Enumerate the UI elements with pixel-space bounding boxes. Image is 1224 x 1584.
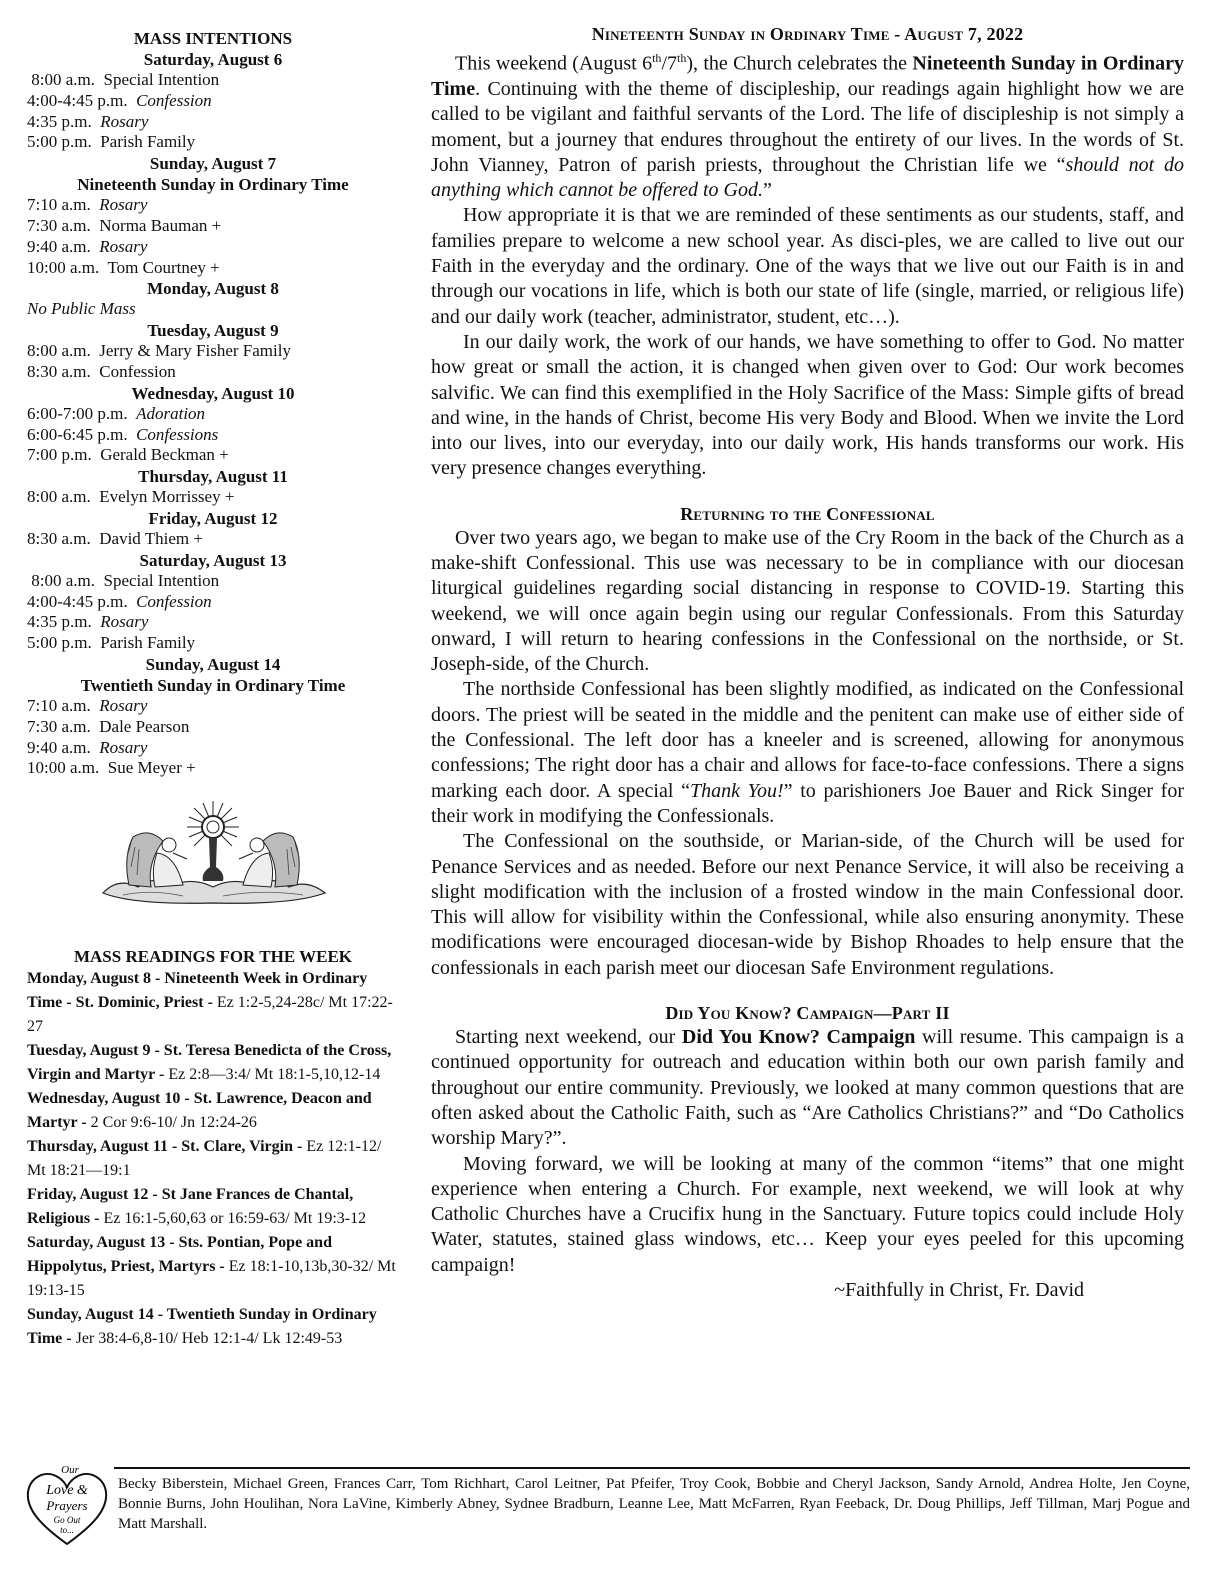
reading-refs: Ez 18:1-10,13b,30-32/ Mt 19:13-15 — [27, 1258, 396, 1299]
intention-time: 8:00 a.m. — [27, 70, 104, 89]
intention-time: 10:00 a.m. — [27, 758, 108, 778]
did-you-know-paragraph-1 — [431, 1025, 1184, 1151]
logo-text-to: to... — [60, 1525, 74, 1535]
day-heading: Sunday, August 7 — [149, 154, 277, 174]
text-run: ” to parishioners Joe Bauer and Rick Singer for their work in modifying the Confessionals. — [431, 779, 1184, 827]
reading-day: Wednesday, August 10 - St. Lawrence, Deacon and Martyr - — [27, 1090, 372, 1131]
bold-run: Did You Know? Campaign — [681, 1026, 916, 1049]
intention-text: Tom Courtney + — [107, 257, 220, 277]
intention-time: 5:00 p.m. — [27, 132, 101, 152]
intention-time: 8:30 a.m. — [27, 361, 100, 381]
intention-time: 8:00 a.m. — [27, 341, 100, 361]
intention-time: 6:00-6:45 p.m. — [27, 424, 137, 444]
prayer-names: Becky Biberstein, Michael Green, Frances Carr, Tom Richhart, Carol Leitner, Pat Pfeifer, Troy Cook, Bobbie and Cheryl Jackson, Sandy Arnold, Andrea Holte, Jen Coyne, Bonnie Burns, John Houlihan, Nora LaVine, Kimberly Abney, Sydnee Bradburn, Leanne Lee, Matt McFarren, Ryan Feeback, Dr. Doug Phillips, Jeff Tillman, Marj Pogue and Matt Marshall. — [118, 1476, 1190, 1532]
intention-text: Rosary — [100, 111, 149, 131]
reading-day: Monday, August 8 - Nineteenth Week in Ordinary Time - St. Dominic, Priest - — [27, 970, 368, 1011]
text-run: This weekend (August 6 — [455, 52, 653, 75]
intention-entry — [27, 216, 399, 237]
intention-text: No Public Mass — [27, 299, 136, 319]
intention-time: 7:30 a.m. — [27, 215, 100, 235]
day-heading: Tuesday, August 9 — [147, 321, 279, 341]
footer-rule — [114, 1467, 1190, 1469]
reading-day: Tuesday, August 9 - St. Teresa Benedicta of the Cross, Virgin and Martyr - — [27, 1042, 392, 1083]
intention-text: Confession — [136, 90, 212, 110]
day-subheading: Twentieth Sunday in Ordinary Time — [80, 675, 346, 695]
intention-entry — [27, 445, 399, 466]
intention-text: Gerald Beckman + — [100, 445, 229, 465]
reading-day: Saturday, August 13 - Sts. Pontian, Pope and Hippolytus, Priest, Martyrs - — [27, 1234, 332, 1275]
intention-time: 9:40 a.m. — [27, 236, 100, 256]
intention-text: Dale Pearson — [99, 716, 190, 736]
bold-run: Nineteenth Sunday in Ordinary Time — [431, 52, 1184, 100]
text-run: ” — [762, 179, 772, 202]
intention-text: Adoration — [136, 403, 206, 423]
love-and-prayers-heart-logo — [22, 1460, 112, 1550]
intention-entry — [27, 70, 399, 91]
reading-item — [27, 1087, 399, 1135]
intention-entry — [27, 91, 399, 112]
intention-time: 5:00 p.m. — [27, 633, 101, 653]
intention-entry — [27, 738, 399, 759]
intention-text: Rosary — [99, 236, 148, 256]
article-paragraph-2: How appropriate it is that we are reminded of these sentiments as our students, staff, and families prepare to welcome a new school year. As disci-ples, we are called to live out our Faith in the everyday and the ordinary. One of the ways that we live out our Faith is in and through our vocations in life, which is both our state of life (single, married, or religious life) and our daily work (teacher, administrator, student, etc…). — [431, 204, 1184, 328]
intentions-list — [27, 49, 399, 779]
intention-entry — [27, 592, 399, 613]
intention-entry — [27, 487, 399, 508]
confessional-paragraph-3: The Confessional on the southside, or Marian-side, of the Church will be used for Penance Services and as needed. Before our next Penance Service, it will also be receiving a slight modification with the inclusion of a frosted window in the main Confessional door. This will allow for visibility within the Confessional, while also ensuring anonymity. These modifications were encouraged diocesan-wide by Bishop Rhoades to help ensure that the confessionals in each parish meet our diocesan Safe Environment regulations. — [431, 830, 1184, 979]
text-run: will resume. This campaign is a continued opportunity for outreach and education within both our own parish family and throughout our entire community. Previously, we looked at many common questions that are often asked about the Catholic Faith, such as “Are Catholics Christians?” and “Do Catholics worship Mary?”. — [431, 1026, 1185, 1150]
text-run: Starting next weekend, our — [455, 1026, 682, 1049]
day-heading: Saturday, August 6 — [143, 50, 283, 69]
readings-list — [27, 967, 399, 1351]
intention-text: Evelyn Morrissey + — [99, 487, 235, 507]
intention-time: 7:10 a.m. — [27, 695, 100, 715]
intention-text: Sue Meyer + — [107, 758, 196, 778]
intention-text: Parish Family — [100, 633, 196, 653]
superscript: th — [652, 51, 662, 65]
intention-time: 8:00 a.m. — [27, 570, 104, 590]
logo-text-prayers: Prayers — [46, 1498, 88, 1513]
confessional-title: Returning to the Confessional — [680, 503, 935, 524]
intention-time: 4:00-4:45 p.m. — [27, 90, 137, 110]
intention-text: Rosary — [99, 695, 148, 715]
logo-text-our: Our — [61, 1464, 79, 1476]
reading-day: Thursday, August 11 - St. Clare, Virgin - — [27, 1138, 307, 1155]
intention-entry — [27, 195, 399, 216]
reading-item — [27, 967, 399, 1039]
intention-time: 4:35 p.m. — [27, 111, 101, 131]
text-run: ), the Church celebrates the — [686, 52, 913, 75]
intention-entry — [27, 696, 399, 717]
day-heading: Wednesday, August 10 — [131, 383, 295, 403]
article-paragraph-1 — [431, 46, 1184, 203]
reading-refs: Ez 2:8—3:4/ Mt 18:1-5,10,12-14 — [168, 1066, 381, 1083]
superscript: th — [677, 51, 687, 65]
article-title: Nineteenth Sunday in Ordinary Time - August 7, 2022 — [591, 24, 1024, 44]
intention-text: Special Intention — [103, 70, 220, 89]
reading-refs: Ez 12:1-12/ Mt 18:21—19:1 — [27, 1138, 382, 1179]
intention-time: 6:00-7:00 p.m. — [27, 403, 137, 423]
intention-entry — [27, 717, 399, 738]
reading-item — [27, 1039, 399, 1087]
italic-quote: should not do anything which cannot be offered to God. — [431, 153, 1184, 202]
intention-time: 8:30 a.m. — [27, 528, 100, 548]
text-run: The northside Confessional has been slightly modified, as indicated on the Confessional doors. The priest will be seated in the middle and the penitent can make use of either side of the Confessional. The left door has a kneeler and is screened, allowing for anonymous confessions; The right door has a chair and allows for face-to-face confessions. There a signs marking each door. A special “ — [431, 678, 1184, 802]
intention-text: Confession — [136, 591, 212, 611]
day-heading: Thursday, August 11 — [138, 467, 288, 487]
intention-text: Parish Family — [100, 132, 196, 152]
logo-text-go-out: Go Out — [53, 1515, 81, 1525]
intention-time: 7:00 p.m. — [27, 445, 101, 465]
intention-entry — [27, 237, 399, 258]
intention-text: David Thiem + — [99, 528, 203, 548]
intention-time: 4:35 p.m. — [27, 612, 101, 632]
intention-entry — [27, 612, 399, 633]
intention-entry — [27, 404, 399, 425]
intention-text: Confessions — [136, 424, 219, 444]
intention-entry — [27, 571, 399, 592]
intention-text: Jerry & Mary Fisher Family — [99, 341, 291, 361]
intention-text: Norma Bauman + — [99, 215, 222, 235]
intention-text: Confession — [99, 361, 176, 381]
day-heading: Friday, August 12 — [148, 508, 278, 528]
prayer-list-section — [22, 1460, 1190, 1560]
intention-text: Rosary — [99, 195, 148, 215]
intention-time: 7:10 a.m. — [27, 195, 100, 215]
reading-refs: Ez 16:1-5,60,63 or 16:59-63/ Mt 19:3-12 — [103, 1210, 367, 1227]
intention-entry — [27, 299, 399, 320]
intention-time: 8:00 a.m. — [27, 487, 100, 507]
text-run: /7 — [661, 52, 677, 75]
italic-run: Thank You! — [689, 779, 784, 802]
intention-entry — [27, 633, 399, 654]
reading-refs: Jer 38:4-6,8-10/ Heb 12:1-4/ Lk 12:49-53 — [75, 1330, 343, 1347]
confessional-paragraph-1: Over two years ago, we began to make use of the Cry Room in the back of the Church as a make-shift Confessional. This use was necessary to be in compliance with our diocesan liturgical guidelines regarding social distancing in response to COVID-19. Starting this weekend, we will once again begin using our regular Confessionals. From this Saturday onward, I will return to hearing confessions in the Confessional on the northside, or St. Joseph-side, of the Church. — [431, 526, 1184, 676]
did-you-know-paragraph-2: Moving forward, we will be looking at many of the common “items” that one might experience when entering a Church. For example, next weekend, we will look at why Catholic Churches have a Crucifix hung in the Sanctuary. Future topics could include Holy Water, statutes, stained glass windows, etc… Keep your eyes peeled for this upcoming campaign! — [431, 1152, 1184, 1276]
intention-text: Rosary — [99, 737, 148, 757]
mass-intentions-title: MASS INTENTIONS — [133, 29, 293, 48]
intention-entry — [27, 341, 399, 362]
signature: ~Faithfully in Christ, Fr. David — [834, 1279, 1084, 1302]
day-heading: Saturday, August 13 — [139, 550, 287, 570]
reading-item — [27, 1231, 399, 1303]
article-paragraph-3: In our daily work, the work of our hands, we have something to offer to God. No matter how great or small the action, it is changed when given over to God: Our work becomes salvific. We can find this exemplified in the Holy Sacrifice of the Mass: Simple gifts of bread and wine, in the hands of Christ, become His very Body and Blood. When we invite the Lord into our lives, into our everyday, into our daily work, His hands transforms our work. His very presence changes everything. — [431, 330, 1184, 480]
mass-readings-title: MASS READINGS FOR THE WEEK — [73, 947, 353, 966]
intention-time: 7:30 a.m. — [27, 716, 100, 736]
intention-entry — [27, 362, 399, 383]
intention-time: 10:00 a.m. — [27, 257, 108, 277]
day-subheading: Nineteenth Sunday in Ordinary Time — [77, 175, 349, 195]
pastor-column — [431, 22, 1184, 1303]
reading-item — [27, 1183, 399, 1231]
intention-text: Special Intention — [103, 570, 220, 590]
intention-entry — [27, 425, 399, 446]
intention-time: 4:00-4:45 p.m. — [27, 591, 137, 611]
day-heading: Sunday, August 14 — [145, 654, 281, 674]
intention-text: Rosary — [100, 612, 149, 632]
intention-entry — [27, 758, 399, 779]
reading-day: Sunday, August 14 - Twentieth Sunday in Ordinary Time - — [27, 1306, 377, 1347]
mass-intentions-column — [27, 28, 399, 909]
reading-refs: 2 Cor 9:6-10/ Jn 12:24-26 — [90, 1114, 257, 1131]
confessional-paragraph-2 — [431, 677, 1184, 829]
adoring-angels-monstrance-image — [93, 797, 333, 909]
reading-refs: Ez 1:2-5,24-28c/ Mt 17:22-27 — [27, 994, 393, 1035]
intention-time: 9:40 a.m. — [27, 737, 100, 757]
intention-entry — [27, 132, 399, 153]
intention-entry — [27, 258, 399, 279]
reading-item — [27, 1303, 399, 1351]
logo-text-love: Love & — [46, 1483, 88, 1498]
did-you-know-title: Did You Know? Campaign—Part II — [665, 1003, 950, 1024]
reading-item — [27, 1135, 399, 1183]
text-run: . Continuing with the theme of discipleship, our readings again highlight how we are called to be vigilant and faithful servants of the Lord. The life of discipleship is not simply a moment, but a journey that endures throughout the entirety of our lives. In the words of St. John Vianney, Patron of parish priests, throughout the Christian life we “ — [431, 77, 1184, 176]
mass-readings-section — [27, 946, 399, 1351]
day-heading: Monday, August 8 — [147, 279, 279, 299]
intention-entry — [27, 529, 399, 550]
reading-day: Friday, August 12 - St Jane Frances de Chantal, Religious - — [27, 1186, 354, 1227]
intention-entry — [27, 112, 399, 133]
